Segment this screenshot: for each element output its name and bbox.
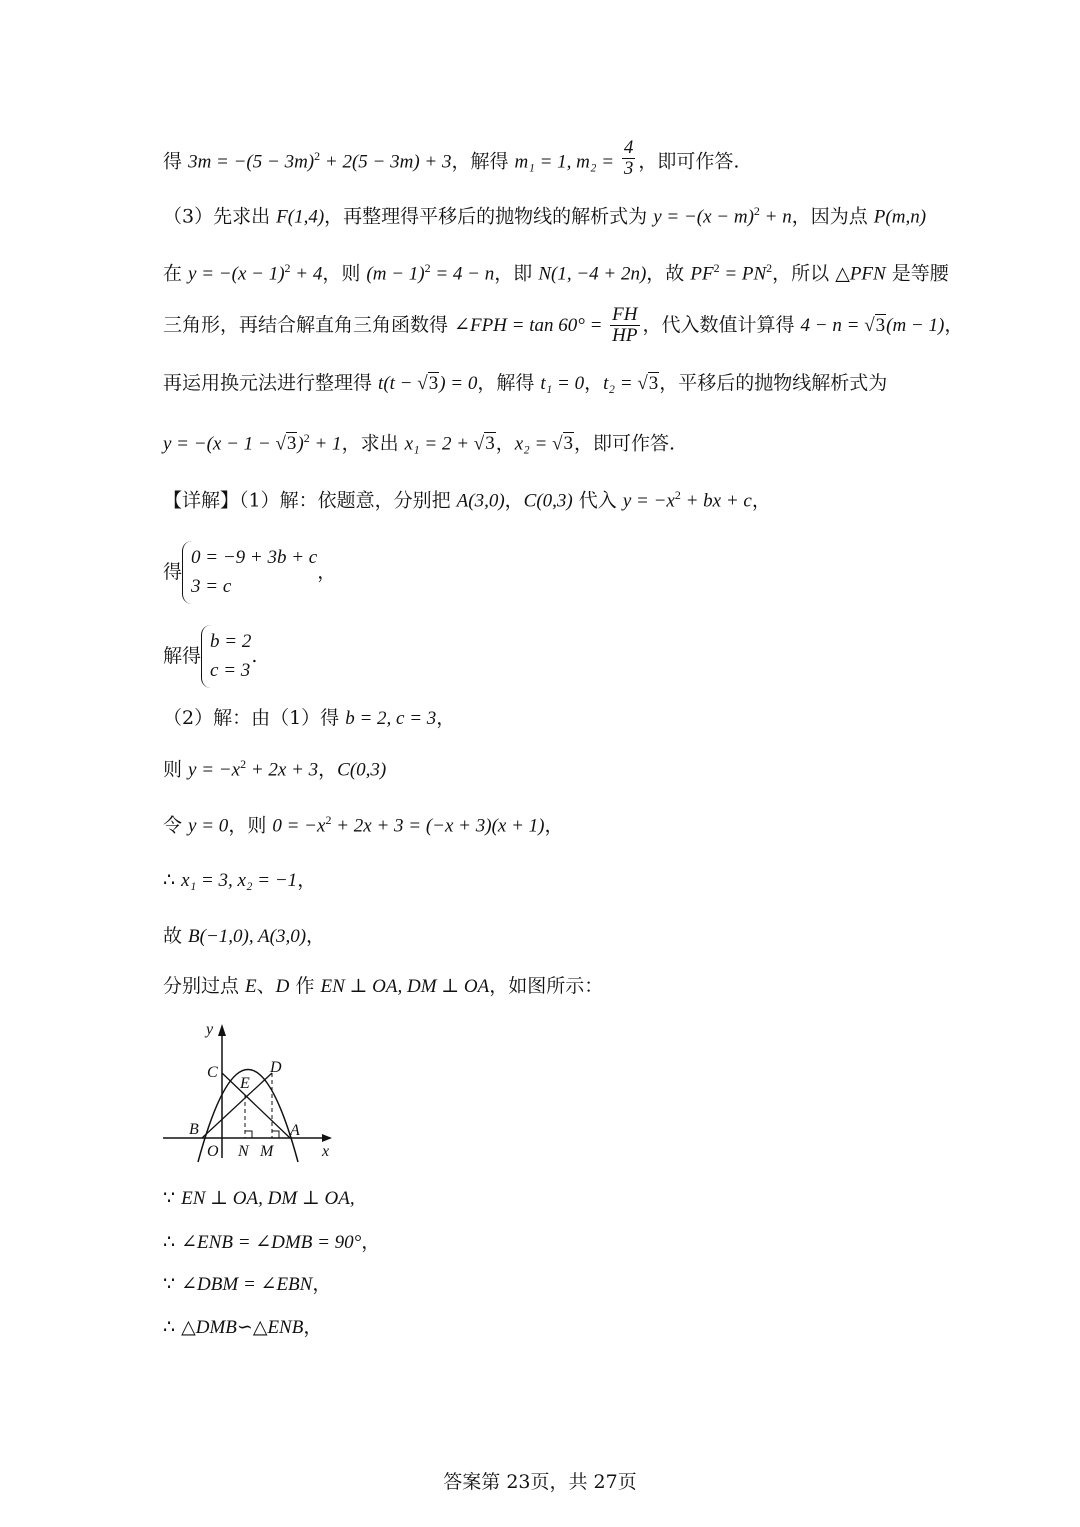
formula: △PFN <box>835 263 886 285</box>
formula: x₁ = 2 + √ <box>404 433 485 455</box>
formula: E <box>245 976 257 997</box>
radicand: 3 <box>563 433 574 455</box>
formula: ∠DBM = ∠EBN <box>181 1274 313 1295</box>
fraction <box>610 305 639 346</box>
x-axis-arrow-icon <box>322 1134 332 1142</box>
text: ， <box>944 313 964 336</box>
formula: + 4 <box>290 263 323 285</box>
fraction <box>622 138 636 179</box>
text: ∴ <box>163 1316 182 1338</box>
label-o: O <box>207 1143 219 1160</box>
text: ，代入数值计算得 <box>642 313 801 336</box>
formula: y = −x <box>622 490 675 512</box>
text: ∴ <box>163 869 182 891</box>
label-e: E <box>240 1075 250 1092</box>
label-y: y <box>206 1021 214 1038</box>
formula: EN ⊥ OA, DM ⊥ OA, <box>181 1188 355 1209</box>
radicand: 3 <box>875 314 886 336</box>
y-axis-arrow-icon <box>218 1024 226 1036</box>
exponent: 2 <box>314 149 321 164</box>
exponent: 2 <box>325 813 332 827</box>
text-line <box>163 489 771 510</box>
formula: y = −(x − 1) <box>188 263 285 285</box>
text: 得 <box>163 560 183 583</box>
text: （3）先求出 <box>163 205 277 228</box>
fraction-denominator: 3 <box>623 157 634 179</box>
text-line <box>163 374 887 393</box>
formula: y = −(x − m) <box>653 206 754 228</box>
formula: ∠ENB = ∠DMB = 90° <box>181 1232 362 1253</box>
formula: + 2x + 3 <box>246 759 319 781</box>
formula: + bx + c <box>680 490 752 512</box>
text: 得 <box>163 150 183 173</box>
text: ，即 <box>494 262 539 285</box>
label-x: x <box>322 1143 330 1160</box>
text-line <box>163 1189 355 1208</box>
equation: c = 3 <box>210 660 251 682</box>
radicand: 3 <box>485 433 495 455</box>
text: 代入 <box>572 489 623 512</box>
text: ∴ <box>163 1231 182 1253</box>
text: ∵ <box>163 1187 182 1209</box>
formula: C(0,3) <box>523 490 573 512</box>
formula: 3m = −(5 − 3m) <box>188 151 315 173</box>
text: ， <box>751 489 771 512</box>
text-line <box>163 1275 331 1294</box>
formula: t₂ = √ <box>603 373 648 394</box>
formula: = PN <box>719 263 767 285</box>
formula: (m − 1) <box>366 263 425 285</box>
formula: C(0,3) <box>337 759 387 781</box>
label-d: D <box>270 1059 282 1076</box>
text-line <box>163 927 325 946</box>
radicand: 3 <box>286 433 297 455</box>
formula: PF <box>690 263 714 285</box>
text: ，解得 <box>451 150 515 173</box>
equation: 0 = −9 + 3b + c <box>191 547 318 568</box>
text: 在 <box>163 262 189 285</box>
text: . <box>251 644 258 667</box>
formula: + 2x + 3 = (−x + 3)(x + 1) <box>331 815 545 837</box>
formula: (m − 1) <box>886 314 945 336</box>
right-angle-mark-m <box>272 1131 279 1138</box>
text: ， <box>361 1231 381 1253</box>
text: ，解得 <box>477 372 541 394</box>
formula: △DMB∽△ENB <box>181 1317 304 1338</box>
equation-system <box>201 625 251 688</box>
segment-bd <box>202 1073 272 1138</box>
fraction-numerator: 4 <box>623 137 634 158</box>
text: ， <box>318 758 338 781</box>
text: 作 <box>289 975 321 997</box>
equation-system-line <box>163 541 336 604</box>
exponent: 2 <box>674 488 681 502</box>
text: ， <box>317 560 337 583</box>
formula: A(3,0) <box>456 490 505 512</box>
text-line <box>163 1233 380 1252</box>
equation: b = 2 <box>210 631 252 652</box>
parabola-figure <box>160 1016 340 1166</box>
formula: y = 0 <box>188 815 229 837</box>
text: 再运用换元法进行整理得 <box>163 372 379 394</box>
formula: EN ⊥ OA, DM ⊥ OA <box>320 976 490 997</box>
formula: P(m,n) <box>873 206 927 228</box>
text: ， <box>495 432 515 455</box>
equation-system-line <box>163 625 257 688</box>
text: ，如图所示： <box>489 975 604 997</box>
text: ，故 <box>646 262 691 285</box>
text-line <box>163 205 926 226</box>
formula: 4 − n = √ <box>800 314 875 336</box>
text: 令 <box>163 814 189 837</box>
fraction-denominator: HP <box>612 324 638 346</box>
text: ，则 <box>322 262 367 285</box>
text: 解得 <box>163 644 202 667</box>
text-line <box>163 814 564 835</box>
text-line <box>163 432 675 453</box>
formula: m₁ = 1, m₂ = <box>514 151 619 173</box>
text: ∵ <box>163 1273 182 1295</box>
exponent: 2 <box>303 431 310 445</box>
text: （2）解：由（1）得 <box>163 707 346 729</box>
text: 是等腰 <box>885 262 949 285</box>
text: ， <box>297 869 317 891</box>
text: ， <box>504 489 524 512</box>
equation-system <box>182 541 317 604</box>
exponent: 2 <box>753 204 760 218</box>
formula: b = 2, c = 3 <box>345 708 437 729</box>
fraction-numerator: FH <box>612 304 638 325</box>
text: ， <box>436 707 456 729</box>
text: ，求出 <box>341 432 405 455</box>
label-n: N <box>238 1143 249 1160</box>
text: ， <box>306 925 326 947</box>
text: ，因为点 <box>791 205 874 228</box>
radicand: 3 <box>428 373 439 394</box>
text: 故 <box>163 925 189 947</box>
label-c: C <box>207 1064 218 1081</box>
formula: t(t − √ <box>378 373 428 394</box>
text: ，则 <box>228 814 273 837</box>
formula: F(1,4) <box>276 206 325 228</box>
text: 分别过点 <box>163 975 246 997</box>
label-m: M <box>260 1143 274 1160</box>
text-line <box>163 871 316 890</box>
text-line <box>163 262 949 283</box>
label-a: A <box>290 1122 300 1139</box>
text: ，平移后的抛物线解析式为 <box>659 372 888 394</box>
formula: x₂ = √ <box>514 433 563 455</box>
formula: = 4 − n <box>430 263 495 285</box>
text: 【详解】（1）解：依题意，分别把 <box>163 489 457 512</box>
radicand: 3 <box>648 373 659 394</box>
text-line <box>163 709 455 728</box>
formula: B(−1,0), A(3,0) <box>188 926 307 947</box>
formula: y = −x <box>188 759 241 781</box>
exponent: 2 <box>766 261 773 275</box>
exponent: 2 <box>713 261 720 275</box>
text-line <box>163 758 386 779</box>
formula: 0 = −x <box>272 815 326 837</box>
text: 三角形，再结合解直角三角函数得 <box>163 313 455 336</box>
text: ， <box>303 1316 323 1338</box>
formula: + n <box>759 206 792 228</box>
text: ，即可作答. <box>574 432 676 455</box>
exponent: 2 <box>424 261 431 275</box>
text: ， <box>544 814 564 837</box>
text-line <box>163 977 603 996</box>
equation: 3 = c <box>191 576 232 598</box>
text-line <box>163 305 963 346</box>
right-angle-mark-n <box>245 1131 252 1138</box>
text: ，所以 <box>772 262 836 285</box>
text: 、 <box>256 975 276 997</box>
formula: ) <box>297 433 304 455</box>
text-line <box>163 1318 322 1337</box>
exponent: 2 <box>284 261 291 275</box>
text: ， <box>312 1273 332 1295</box>
formula: ) = 0 <box>439 373 478 394</box>
text: 则 <box>163 758 189 781</box>
formula: ∠FPH = tan 60° = <box>454 314 608 336</box>
formula: + 2(5 − 3m) + 3 <box>320 151 452 173</box>
formula: x₁ = 3, x₂ = −1 <box>181 870 298 891</box>
formula: y = −(x − 1 − √ <box>163 433 286 455</box>
text: ，即可作答. <box>638 150 740 173</box>
text-line <box>163 137 740 183</box>
label-b: B <box>189 1121 199 1138</box>
text: ，再整理得平移后的抛物线的解析式为 <box>324 205 654 228</box>
text: ， <box>584 372 604 394</box>
exponent: 2 <box>240 757 247 771</box>
formula: D <box>275 976 290 997</box>
formula: t₁ = 0 <box>540 373 585 394</box>
formula: + 1 <box>309 433 342 455</box>
formula: N(1, −4 + 2n) <box>538 263 647 285</box>
page-footer: 答案第 23页，共 27页 <box>443 1471 637 1493</box>
